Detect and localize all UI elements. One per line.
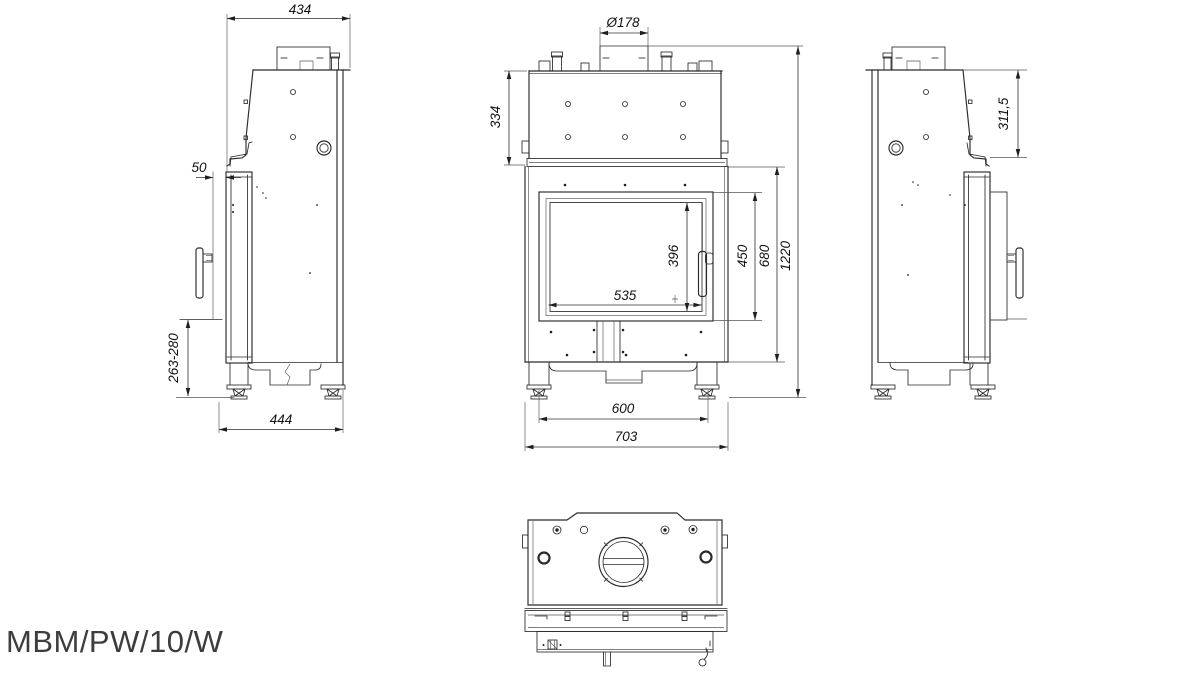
dim-label-total-width: 703: [614, 429, 638, 444]
left-side-view: [166, 2, 350, 433]
right-slant-edge: [963, 70, 989, 166]
right-door-handle: [1016, 248, 1023, 298]
dim-label-flue-diameter: Ø178: [606, 15, 640, 30]
front-view: [488, 15, 806, 451]
dim-label-body-depth: 434: [288, 2, 312, 17]
dim-door-height: [713, 193, 762, 321]
dim-label-glass-width: 535: [613, 288, 637, 303]
dim-label-base-depth: 444: [269, 412, 293, 427]
dim-label-door-height: 450: [735, 244, 750, 268]
dim-label-connection-height: 263-280: [166, 333, 181, 383]
left-grommet-hole: [317, 141, 331, 155]
left-top-box: [277, 47, 330, 70]
dim-feet-spacing: [539, 390, 708, 423]
dim-label-glass-offset: 50: [191, 160, 207, 175]
dim-label-glass-height: 396: [666, 244, 681, 268]
dim-exchanger-height: [488, 71, 527, 165]
latch-bracket: [543, 640, 562, 649]
left-view-feet: [227, 385, 345, 399]
dim-label-firebox-height: 680: [757, 244, 772, 268]
dim-base-depth: [219, 390, 343, 433]
hinge-marks: [535, 612, 717, 621]
exchanger-holes: [566, 102, 686, 140]
model-label: MBM/PW/10/W: [6, 624, 224, 659]
front-view-feet: [527, 385, 719, 399]
dim-label-exchanger-height: 334: [488, 105, 503, 129]
lower-tray: [537, 632, 713, 653]
dim-label-feet-spacing: 600: [611, 401, 635, 416]
water-connection-right: [701, 552, 712, 563]
left-top-box-notch: [300, 61, 313, 70]
right-side-view: [866, 47, 1027, 399]
dim-glass-height: [666, 203, 687, 311]
dim-connection-height: [166, 320, 188, 396]
left-slant-edge: [227, 70, 253, 166]
top-view-outline: [528, 513, 722, 605]
left-air-lever: [230, 142, 252, 166]
left-door-handle: [196, 248, 203, 298]
right-view-feet: [871, 385, 995, 399]
door-key: [699, 648, 708, 666]
dim-glass-width: [549, 288, 702, 305]
dim-label-total-height: 1220: [778, 240, 793, 272]
right-top-box: [892, 47, 945, 70]
left-door-profile: [226, 172, 252, 363]
right-door-profile: [964, 172, 990, 363]
dim-flue-diameter: [600, 15, 648, 46]
ash-channel: [593, 321, 625, 362]
dim-glass-offset: [191, 160, 241, 178]
top-view: [523, 513, 728, 666]
dim-upper-section-height: [963, 70, 1027, 158]
front-frame-strip: [525, 611, 727, 632]
flue-collar: [599, 538, 648, 587]
right-grommet-hole: [889, 141, 903, 155]
top-connection-stubs: [539, 52, 712, 71]
right-glass-panel: [990, 192, 1007, 320]
left-top-bolt: [332, 57, 339, 70]
water-connection-left: [539, 553, 550, 564]
dim-total-height: [648, 46, 806, 398]
dim-label-upper-section-height: 311,5: [996, 97, 1011, 131]
break-mark: [285, 364, 290, 385]
right-top-bolt: [884, 57, 891, 70]
center-tab: [604, 652, 611, 666]
